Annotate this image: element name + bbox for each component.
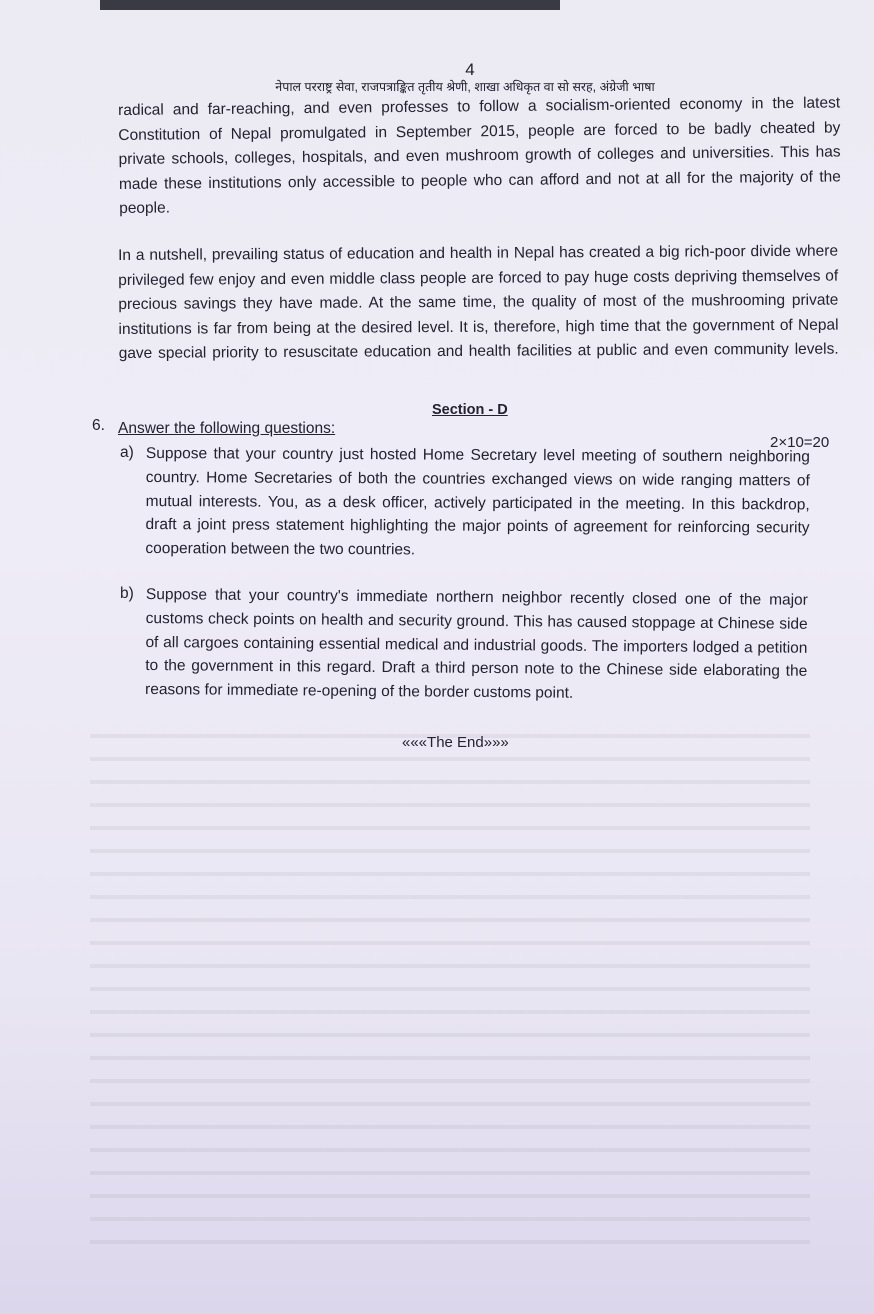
- paragraph-2: [118, 240, 839, 367]
- text-line: privileged few enjoy and even middle class people are forced to pay huge costs depriving themselves of: [118, 267, 839, 289]
- question-a-label: a): [120, 444, 134, 461]
- question-a: [145, 442, 810, 564]
- page-number: 4: [465, 60, 475, 79]
- text-line: cooperation between the two countries.: [145, 540, 416, 559]
- end-marker: «««The End»»»: [402, 734, 509, 751]
- text-line: precious savings they have made. At the same time, the quality of most of the mushrooming private: [118, 291, 839, 313]
- text-line: to the government in this regard. Draft a third person note to the Chinese side elaborating the: [145, 657, 808, 681]
- text-line: of all cargoes containing essential medical and industrial goods. The importers lodged a petition: [145, 633, 808, 657]
- text-line: In a nutshell, prevailing status of education and health in Nepal has created a big rich-poor divide where: [118, 242, 839, 264]
- text-line: country. Home Secretaries of both the countries exchanged views on wide ranging matters of: [145, 468, 810, 490]
- text-line: customs check points on health and security ground. This has caused stoppage at Chinese side: [145, 609, 808, 633]
- text-line: private schools, colleges, hospitals, and even mushroom growth of colleges and universities. This has: [118, 143, 841, 168]
- text-line: institutions is far from being at the desired level. It is, therefore, high time that the government of Nepal: [118, 316, 839, 338]
- text-line: Suppose that your country's immediate northern neighbor recently closed one of the major: [145, 585, 808, 609]
- question-b-label: b): [120, 585, 134, 602]
- text-line: draft a joint press statement highlighting the major points of agreement for reinforcing security: [145, 516, 810, 537]
- section-title: Section - D: [432, 402, 508, 418]
- paragraph-1: [118, 91, 841, 221]
- text-line: mutual interests. You, as a desk officer, actively participated in the meeting. In this backdrop,: [145, 492, 810, 514]
- text-line: radical and far-reaching, and even professes to follow a socialism-oriented economy in the latest: [118, 94, 841, 119]
- bleed-through-text: [90, 720, 810, 1260]
- text-line: reasons for immediate re-opening of the border customs point.: [144, 681, 574, 702]
- text-line: people.: [119, 199, 171, 217]
- top-edge-shadow: [100, 0, 560, 10]
- text-line: made these institutions only accessible to people who can afford and not at all for the majority of the: [118, 167, 841, 193]
- question-number: 6.: [92, 417, 105, 434]
- question-marks: 2×10=20: [770, 434, 830, 451]
- text-line: Suppose that your country just hosted Home Secretary level meeting of southern neighboring: [145, 444, 810, 466]
- text-line: gave special priority to resuscitate education and health facilities at public and even community levels.: [118, 340, 839, 362]
- question-instruction: Answer the following questions:: [118, 420, 336, 437]
- question-b: [145, 583, 808, 708]
- page-header: नेपाल परराष्ट्र सेवा, राजपत्राङ्कित तृतीय श्रेणी, शाखा अधिकृत वा सो सरह, अंग्रेजी भाषा: [275, 80, 655, 94]
- text-line: Constitution of Nepal promulgated in September 2015, people are forced to be badly cheated by: [118, 118, 841, 144]
